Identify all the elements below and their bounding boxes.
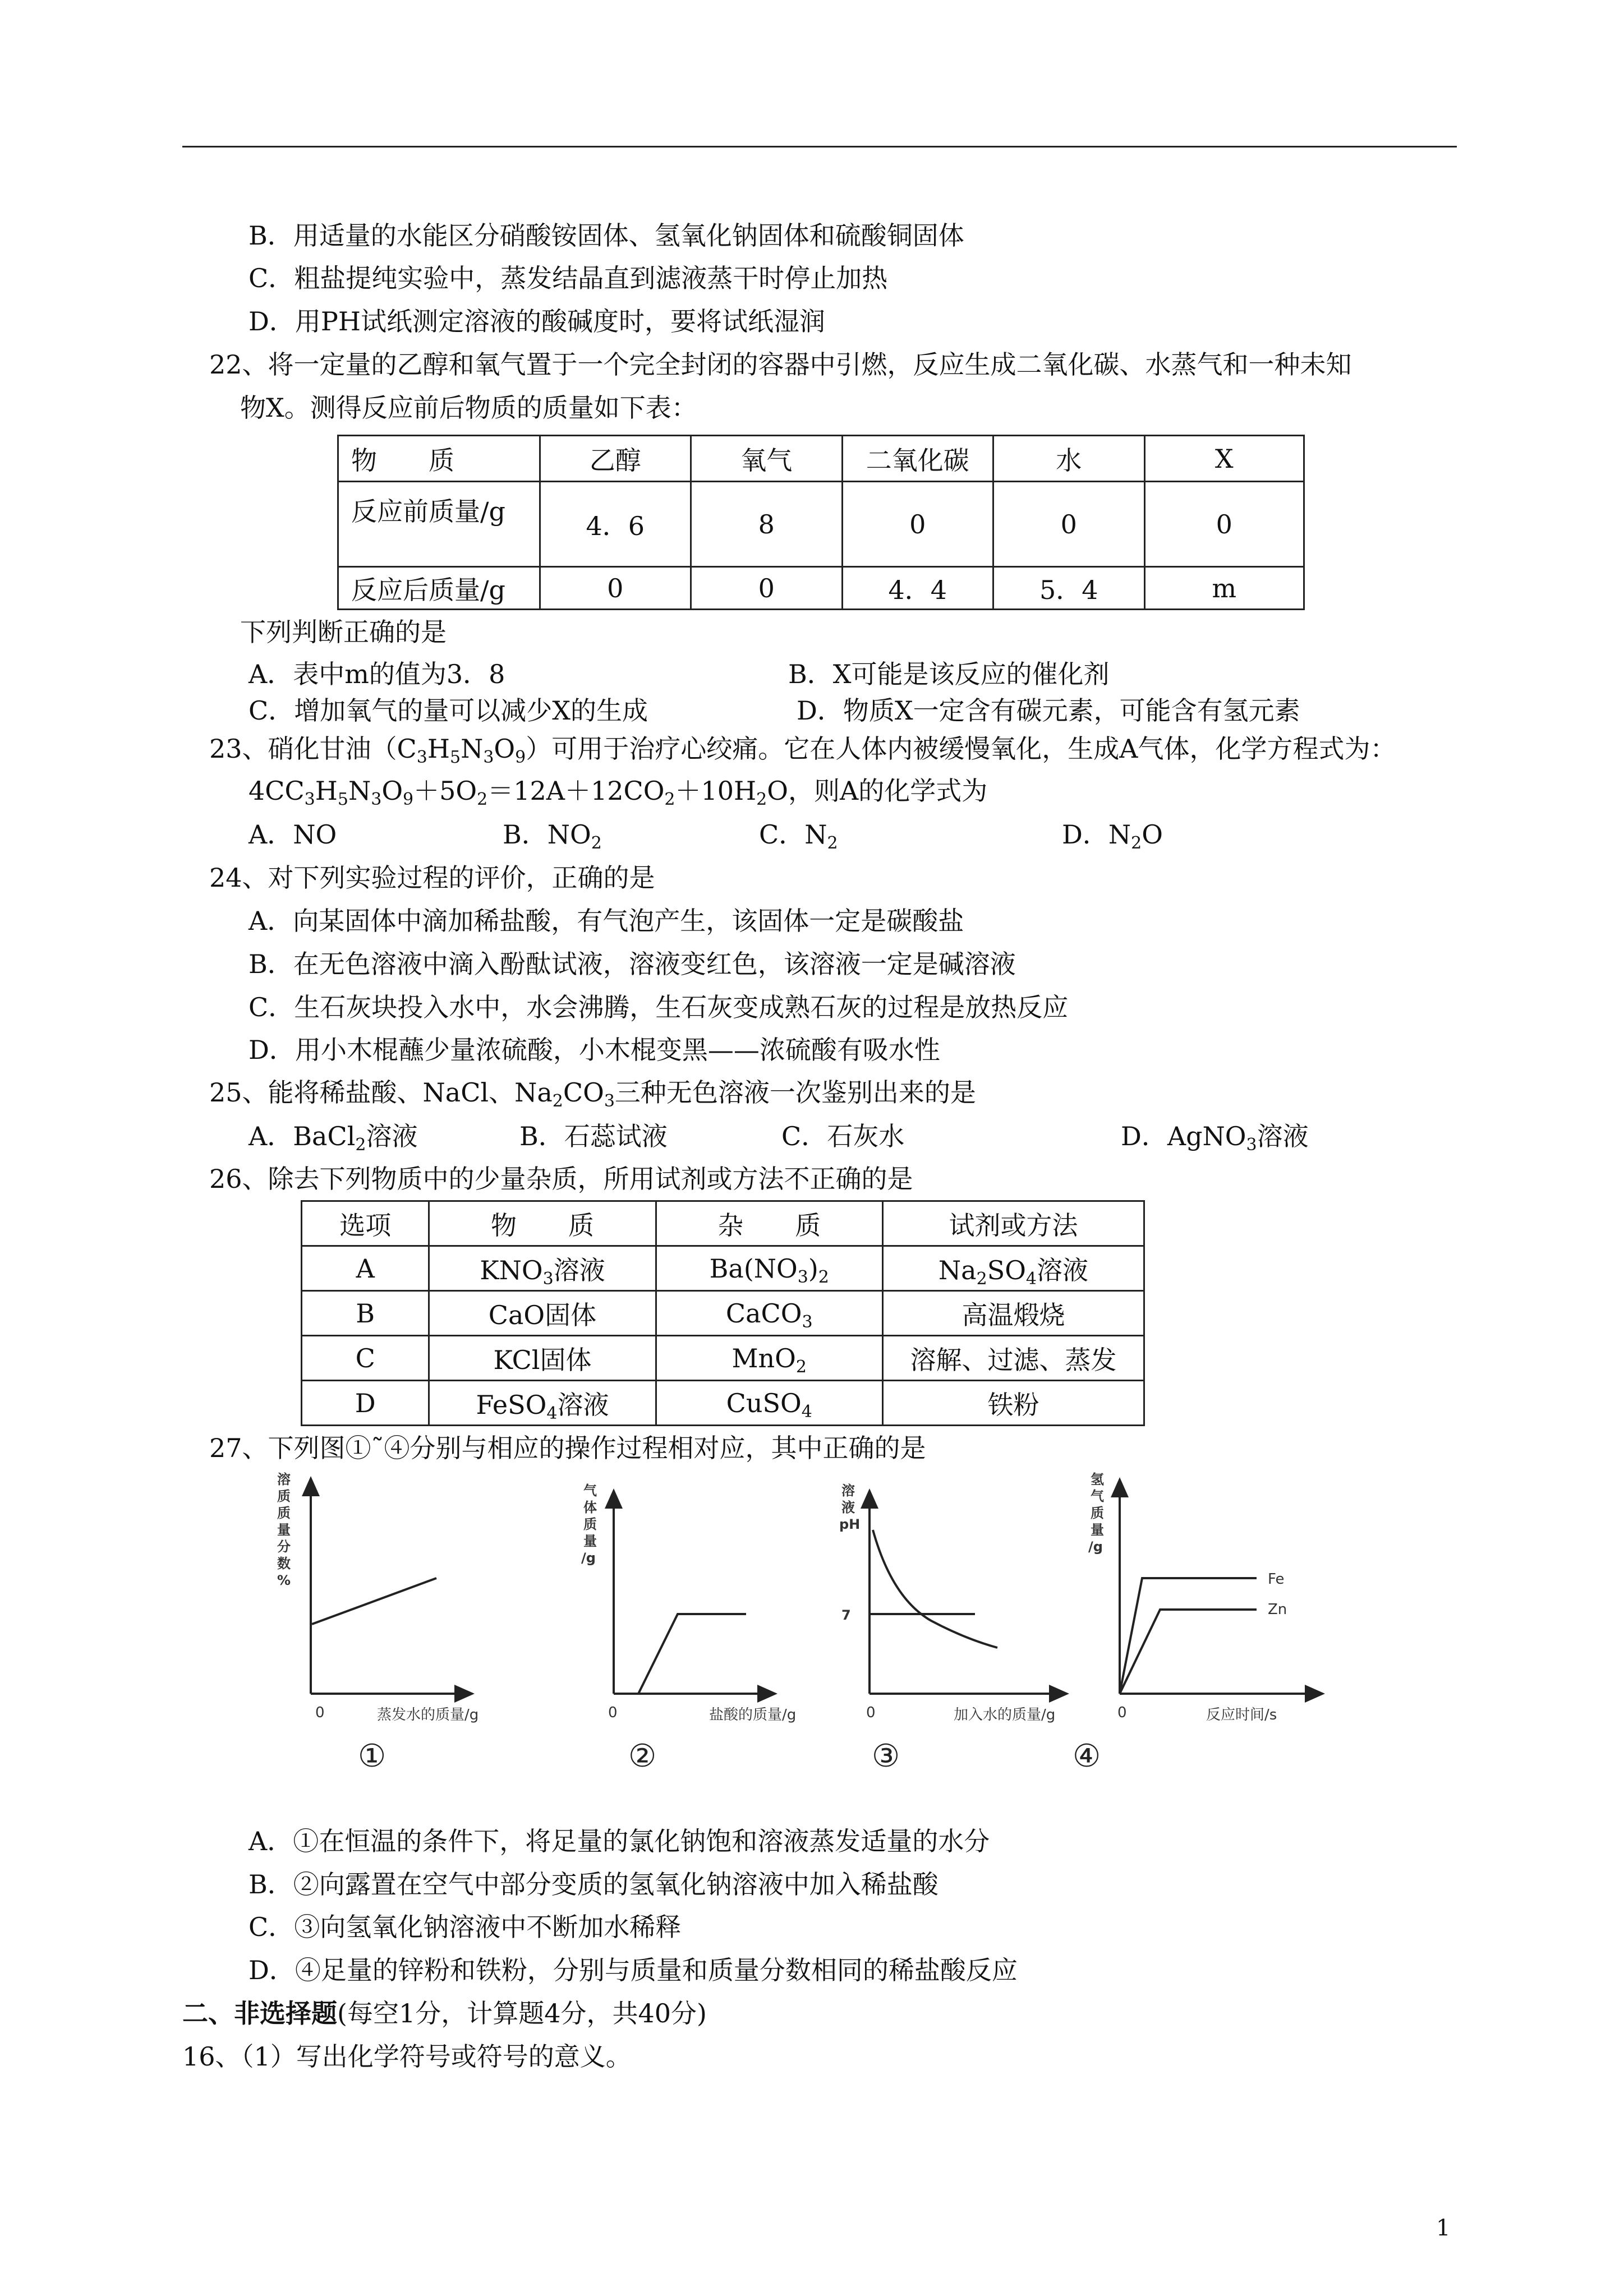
table-cell: 溶解、过滤、蒸发	[882, 1336, 1144, 1381]
graph-2-ylabel: /g	[581, 1550, 596, 1566]
q26-impurity-table	[301, 1200, 1145, 1426]
table-cell: 物 质	[338, 436, 540, 482]
q22-option-b: B．X可能是该反应的催化剂	[788, 659, 1110, 689]
q22-option-d: D．物质X一定含有碳元素，可能含有氢元素	[797, 695, 1300, 726]
table-cell: KCl固体	[429, 1336, 656, 1381]
q25-option-b: B．石蕊试液	[519, 1121, 668, 1151]
table-cell: 乙醇	[540, 436, 691, 482]
graph-2-curve	[638, 1614, 746, 1694]
graph-4-xlabel: 反应时间/s	[1206, 1707, 1277, 1723]
table-cell: 4．6	[540, 482, 691, 567]
table-cell: 4．4	[842, 567, 993, 610]
graph-1-ylabel: 溶	[277, 1472, 291, 1487]
q27-option-c: C．③向氢氧化钠溶液中不断加水稀释	[249, 1912, 682, 1942]
q24-option-a: A．向某固体中滴加稀盐酸，有气泡产生，该固体一定是碳酸盐	[249, 906, 964, 936]
graph-3-origin: 0	[866, 1704, 876, 1721]
table-cell: A	[302, 1246, 429, 1291]
graph-4	[1073, 1472, 1316, 1774]
graph-1-ylabel: 质	[277, 1505, 291, 1521]
q24-option-c: C．生石灰块投入水中，水会沸腾，生石灰变成熟石灰的过程是放热反应	[249, 992, 1069, 1022]
section-2-heading: 二、非选择题(每空1分，计算题4分，共40分)	[182, 1998, 707, 2028]
graph-1-ylabel: %	[277, 1573, 291, 1588]
graph-4-legend-fe: Fe	[1268, 1571, 1285, 1588]
table-cell: 8	[691, 482, 842, 567]
q22-stem-line1: 22、将一定量的乙醇和氧气置于一个完全封闭的容器中引燃，反应生成二氧化碳、水蒸气和一种未知	[209, 349, 1352, 380]
q22-option-c: C．增加氧气的量可以减少X的生成	[249, 695, 648, 726]
table-cell: B	[302, 1291, 429, 1336]
table-header-row	[338, 436, 1304, 482]
table-cell: 氧气	[691, 436, 842, 482]
q21-option-d: D．用PH试纸测定溶液的酸碱度时，要将试纸湿润	[249, 306, 825, 336]
graph-4-ylabel: 质	[1091, 1505, 1104, 1521]
q23-option-a: A．NO	[249, 819, 337, 850]
q23-option-c: C．$N_2$	[759, 819, 838, 853]
q22-stem-line2: 物X。测得反应前后物质的质量如下表：	[240, 393, 697, 423]
table-cell: $Ba(NO_3)_2$	[656, 1246, 882, 1291]
q23-equation: $4CC_3H_5N_3O_9+5O_2=12A+12CO_2+10H_2O$，则A的化学式为	[249, 776, 988, 809]
graph-4-ylabel: /g	[1088, 1539, 1103, 1555]
header-rule	[182, 146, 1457, 147]
table-cell: 0	[691, 567, 842, 610]
table-cell: 0	[842, 482, 993, 567]
table-cell: 试剂或方法	[882, 1201, 1144, 1246]
table-cell: 反应前质量/g	[338, 482, 540, 567]
table-cell: 反应后质量/g	[338, 567, 540, 610]
table-cell: $Na_2SO_4$溶液	[882, 1246, 1144, 1291]
graph-2-ylabel: 体	[583, 1500, 597, 1515]
graph-3-xlabel: 加入水的质量/g	[954, 1707, 1056, 1723]
graph-2-ylabel: 量	[583, 1533, 597, 1549]
page-number: 1	[1436, 2215, 1451, 2241]
q22-option-a: A．表中m的值为3．8	[249, 659, 505, 689]
graph-4-ylabel: 氢	[1091, 1472, 1104, 1487]
q27-option-a: A．①在恒温的条件下，将足量的氯化钠饱和溶液蒸发适量的水分	[249, 1826, 990, 1856]
q24-option-b: B．在无色溶液中滴入酚酞试液，溶液变红色，该溶液一定是碱溶液	[249, 949, 1016, 979]
q27-option-b: B．②向露置在空气中部分变质的氢氧化钠溶液中加入稀盐酸	[249, 1869, 938, 1899]
graph-2-ylabel: 气	[583, 1483, 597, 1499]
q25-option-a: A．BaCl$_2$溶液	[249, 1121, 418, 1155]
graph-3-number: ③	[872, 1738, 900, 1774]
graph-3-tick-7: 7	[841, 1607, 851, 1623]
graph-1-ylabel: 质	[277, 1488, 291, 1504]
q23-option-d: D．$N_2O$	[1062, 819, 1163, 853]
q22-prompt: 下列判断正确的是	[240, 617, 447, 647]
table-cell: 0	[540, 567, 691, 610]
q25-stem: 25、能将稀盐酸、NaCl、$Na_2CO_3$三种无色溶液一次鉴别出来的是	[209, 1077, 976, 1111]
table-row	[302, 1291, 1144, 1336]
graph-2-origin: 0	[608, 1704, 618, 1721]
graph-2-xlabel: 盐酸的质量/g	[709, 1707, 797, 1723]
table-cell: $KNO_3$溶液	[429, 1246, 656, 1291]
graph-3-curve	[873, 1530, 997, 1648]
table-cell: X	[1144, 436, 1304, 482]
table-row	[302, 1381, 1144, 1426]
graph-1-origin: 0	[315, 1704, 325, 1721]
graph-4-number: ④	[1073, 1738, 1101, 1774]
table-cell: 铁粉	[882, 1381, 1144, 1426]
table-cell: 水	[993, 436, 1145, 482]
graph-3	[839, 1483, 1060, 1774]
table-cell: 高温煅烧	[882, 1291, 1144, 1336]
table-cell: MnO$_2$	[656, 1336, 882, 1381]
graph-1-ylabel: 分	[277, 1539, 291, 1555]
graph-4-ylabel: 气	[1091, 1488, 1104, 1504]
table-cell: 0	[993, 482, 1145, 567]
table-cell: CuSO$_4$	[656, 1381, 882, 1426]
q21-option-c: C．粗盐提纯实验中，蒸发结晶直到滤液蒸干时停止加热	[249, 263, 888, 293]
table-cell: CaCO$_3$	[656, 1291, 882, 1336]
table-row	[338, 567, 1304, 610]
table-header-row	[302, 1201, 1144, 1246]
table-cell: 二氧化碳	[842, 436, 993, 482]
q25-option-d: D．AgNO$_3$溶液	[1121, 1121, 1309, 1155]
table-row	[338, 482, 1304, 567]
table-row	[302, 1336, 1144, 1381]
graph-1-ylabel: 数	[277, 1556, 291, 1571]
q23-stem-line1: 23、硝化甘油$(C_3H_5N_3O_9)$可用于治疗心绞痛。它在人体内被缓慢氧化，生成A气体，化学方程式为：	[209, 734, 1396, 767]
q27-stem: 27、下列图①˜④分别与相应的操作过程相对应，其中正确的是	[209, 1433, 926, 1463]
graph-4-fe-curve	[1120, 1578, 1257, 1694]
graph-2	[581, 1483, 796, 1774]
q24-option-d: D．用小木棍蘸少量浓硫酸，小木棍变黑——浓硫酸有吸水性	[249, 1035, 940, 1065]
q23-option-b: B．$NO_2$	[503, 819, 602, 853]
q22-mass-table	[337, 435, 1305, 610]
graph-4-origin: 0	[1117, 1704, 1127, 1721]
q24-stem: 24、对下列实验过程的评价，正确的是	[209, 863, 655, 893]
table-cell: D	[302, 1381, 429, 1426]
table-cell: CaO固体	[429, 1291, 656, 1336]
q27-option-d: D．④足量的锌粉和铁粉，分别与质量和质量分数相同的稀盐酸反应	[249, 1955, 1018, 1985]
table-cell: 物 质	[429, 1201, 656, 1246]
graph-4-ylabel: 量	[1091, 1522, 1104, 1538]
graph-4-legend-zn: Zn	[1268, 1601, 1287, 1618]
q27-graphs-svg	[258, 1464, 1318, 1772]
table-cell: m	[1144, 567, 1304, 610]
graph-4-zn-curve	[1120, 1610, 1257, 1694]
graph-1-ylabel: 量	[277, 1522, 291, 1538]
q25-option-c: C．石灰水	[781, 1121, 905, 1151]
table-row	[302, 1246, 1144, 1291]
graph-3-ylabel: 液	[841, 1500, 855, 1515]
table-cell: 选项	[302, 1201, 429, 1246]
table-cell: 0	[1144, 482, 1304, 567]
graph-1-number: ①	[358, 1738, 387, 1774]
q26-stem: 26、除去下列物质中的少量杂质，所用试剂或方法不正确的是	[209, 1164, 913, 1194]
graph-3-ylabel: pH	[839, 1516, 861, 1532]
table-cell: 杂 质	[656, 1201, 882, 1246]
graph-1-curve	[312, 1578, 436, 1624]
table-cell: C	[302, 1336, 429, 1381]
q16-stem: 16、（1）写出化学符号或符号的意义。	[182, 2041, 632, 2072]
table-cell: FeSO$_4$溶液	[429, 1381, 656, 1426]
table-cell: 5．4	[993, 567, 1145, 610]
q27-graphs	[258, 1464, 1318, 1772]
graph-2-ylabel: 质	[583, 1516, 597, 1532]
graph-3-ylabel: 溶	[841, 1483, 855, 1499]
graph-1	[277, 1472, 479, 1774]
q21-option-b: B．用适量的水能区分硝酸铵固体、氢氧化钠固体和硫酸铜固体	[249, 220, 964, 251]
graph-1-xlabel: 蒸发水的质量/g	[377, 1707, 479, 1723]
graph-2-number: ②	[628, 1738, 657, 1774]
